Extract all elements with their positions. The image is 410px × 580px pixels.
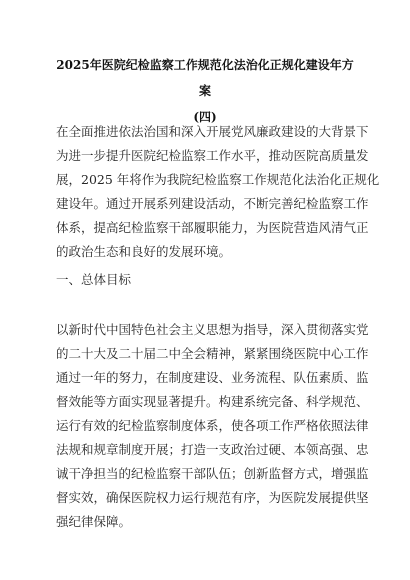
paragraph-line: 法规和规章制度开展；打造一支政治过硬、本领高强、忠 (56, 442, 369, 457)
title-line: (四) (193, 110, 217, 124)
paragraph-line: 督实效，确保医院权力运行规范有序，为医院发展提供坚 (56, 490, 369, 505)
title-line: 2025年医院纪检监察工作规范化法治化正规化建设年方案 (56, 58, 354, 98)
section-heading-text: 一、总体目标 (56, 272, 132, 287)
paragraph-line: 诚干净担当的纪检监察干部队伍；创新监督方式，增强监 (56, 466, 369, 481)
paragraph-line: 运行有效的纪检监察制度体系，使各项工作严格依照法律 (56, 418, 369, 433)
intro-paragraph (56, 120, 380, 264)
goal-paragraph (56, 318, 369, 534)
paragraph-line: 展，2025 年将作为我院纪检监察工作规范化法治化正规化 (56, 172, 380, 187)
paragraph-line: 在全面推进依法治国和深入开展党风廉政建设的大背景下 (56, 124, 369, 139)
paragraph-line: 的二十大及二十届二中全会精神，紧紧围绕医院中心工作 (56, 346, 369, 361)
paragraph-line: 强纪律保障。 (56, 514, 132, 529)
paragraph-line: 体系，提高纪检监察干部履职能力，为医院营造风清气正 (56, 220, 369, 235)
paragraph-line: 通过一年的努力，在制度建设、业务流程、队伍素质、监 (56, 370, 369, 385)
paragraph-line: 的政治生态和良好的发展环境。 (56, 244, 232, 259)
section-heading (56, 268, 354, 292)
paragraph-line: 以新时代中国特色社会主义思想为指导，深入贯彻落实党 (56, 322, 369, 337)
paragraph-line: 督效能等方面实现显著提升。构建系统完备、科学规范、 (56, 394, 369, 409)
paragraph-line: 为进一步提升医院纪检监察工作水平，推动医院高质量发 (56, 148, 369, 163)
paragraph-line: 建设年。通过开展系列建设活动，不断完善纪检监察工作 (56, 196, 369, 211)
document-title (56, 52, 354, 130)
